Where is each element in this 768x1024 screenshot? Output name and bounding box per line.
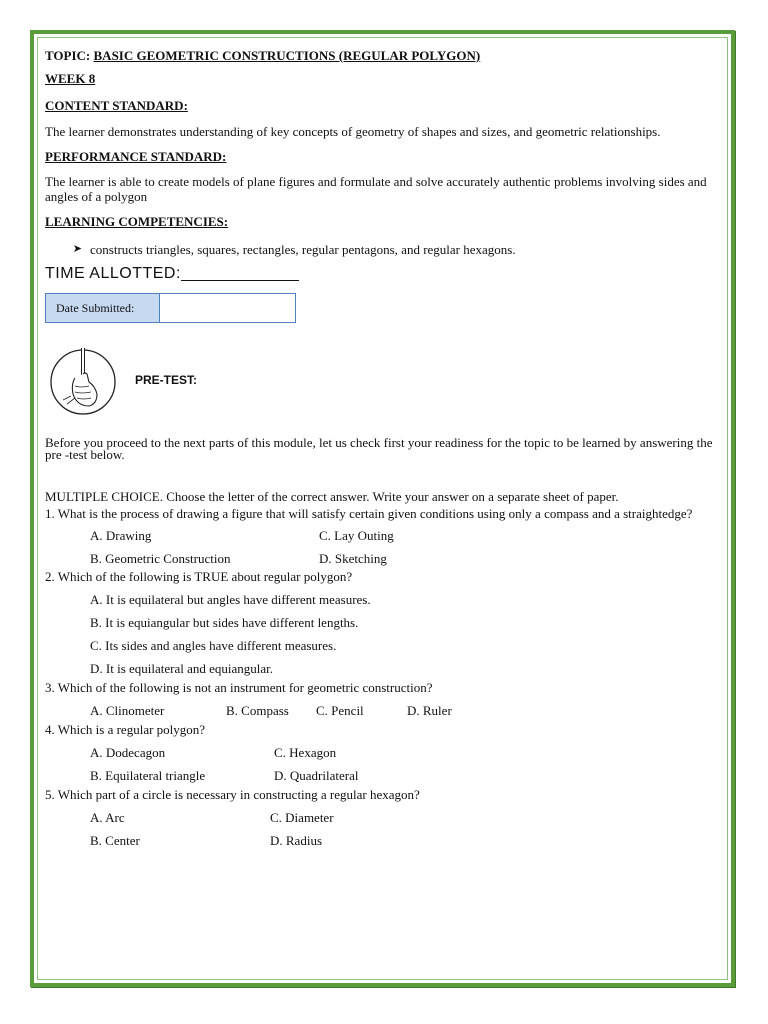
option-a[interactable]: A. Clinometer (90, 703, 165, 718)
time-allotted-blank[interactable] (181, 266, 299, 281)
pretest-label: PRE-TEST: (135, 372, 198, 387)
question-text: 2. Which of the following is TRUE about regular polygon? (45, 569, 353, 584)
date-submitted-field[interactable] (160, 294, 295, 322)
option-b[interactable]: B. Geometric Construction (90, 551, 231, 566)
topic-line (45, 48, 717, 66)
module-content (45, 45, 717, 848)
option-a[interactable]: A. Dodecagon (90, 745, 166, 760)
question-3 (45, 680, 717, 718)
performance-standard-heading: PERFORMANCE STANDARD: (45, 149, 227, 164)
time-allotted (45, 266, 717, 281)
options-row (45, 551, 717, 566)
options-row (45, 661, 717, 676)
pretest-header (45, 344, 717, 416)
question-text: 5. Which part of a circle is necessary in constructing a regular hexagon? (45, 787, 420, 802)
question-4 (45, 722, 717, 783)
options-row (45, 745, 717, 760)
time-allotted-label: TIME ALLOTTED: (45, 265, 181, 282)
option-d[interactable]: D. Quadrilateral (274, 768, 359, 783)
bullet-arrow-icon: ➤ (72, 243, 82, 255)
options-row (45, 528, 717, 543)
options-row (45, 638, 717, 653)
date-submitted-label: Date Submitted: (46, 294, 160, 322)
options-row (45, 703, 717, 718)
question-text: 3. Which of the following is not an instrument for geometric construction? (45, 680, 433, 695)
question-text: 4. Which is a regular polygon? (45, 722, 206, 737)
option-b[interactable]: B. It is equiangular but sides have different lengths. (90, 615, 359, 630)
options-row (45, 592, 717, 607)
learning-competencies-heading: LEARNING COMPETENCIES: (45, 214, 229, 229)
option-a[interactable]: A. It is equilateral but angles have different measures. (90, 592, 371, 607)
competency-text: constructs triangles, squares, rectangles, regular pentagons, and regular hexagons. (90, 242, 516, 257)
option-d[interactable]: D. Ruler (407, 703, 452, 718)
option-d[interactable]: D. Radius (270, 833, 322, 848)
option-b[interactable]: B. Center (90, 833, 140, 848)
option-c[interactable]: C. Diameter (270, 810, 334, 825)
date-submitted-box (45, 293, 296, 323)
options-row (45, 615, 717, 630)
question-1 (45, 508, 717, 566)
performance-standard-text: The learner is able to create models of plane figures and formulate and solve accurately authentic problems involving sides and angles of a polygon (45, 174, 707, 204)
topic-label: TOPIC: (45, 48, 94, 63)
options-row (45, 833, 717, 848)
option-d[interactable]: D. Sketching (319, 551, 387, 566)
option-d[interactable]: D. It is equilateral and equiangular. (90, 661, 274, 676)
option-b[interactable]: B. Equilateral triangle (90, 768, 206, 783)
topic-value: BASIC GEOMETRIC CONSTRUCTIONS (REGULAR POLYGON) (93, 48, 481, 63)
option-b[interactable]: B. Compass (226, 703, 289, 718)
question-5 (45, 787, 717, 848)
option-c[interactable]: C. Hexagon (274, 745, 337, 760)
options-row (45, 810, 717, 825)
pretest-intro: Before you proceed to the next parts of this module, let us check first your readiness for the topic to be learned by answering the pre -test below. (45, 435, 713, 462)
option-a[interactable]: A. Drawing (90, 528, 152, 543)
mc-instructions: MULTIPLE CHOICE. Choose the letter of the correct answer. Write your answer on a separate sheet of paper. (45, 489, 619, 504)
content-standard-heading: CONTENT STANDARD: (45, 98, 188, 113)
content-standard-text: The learner demonstrates understanding of key concepts of geometry of shapes and sizes, and geometric relationships. (45, 124, 661, 139)
option-c[interactable]: C. Pencil (316, 703, 364, 718)
question-text: 1. What is the process of drawing a figure that will satisfy certain given conditions using only a compass and a straightedge? (45, 506, 693, 521)
competency-item (45, 242, 717, 257)
option-a[interactable]: A. Arc (90, 810, 125, 825)
question-2 (45, 569, 717, 676)
option-c[interactable]: C. Lay Outing (319, 528, 394, 543)
pencil-hand-icon (45, 344, 125, 416)
week-heading: WEEK 8 (45, 71, 96, 86)
option-c[interactable]: C. Its sides and angles have different measures. (90, 638, 337, 653)
options-row (45, 768, 717, 783)
